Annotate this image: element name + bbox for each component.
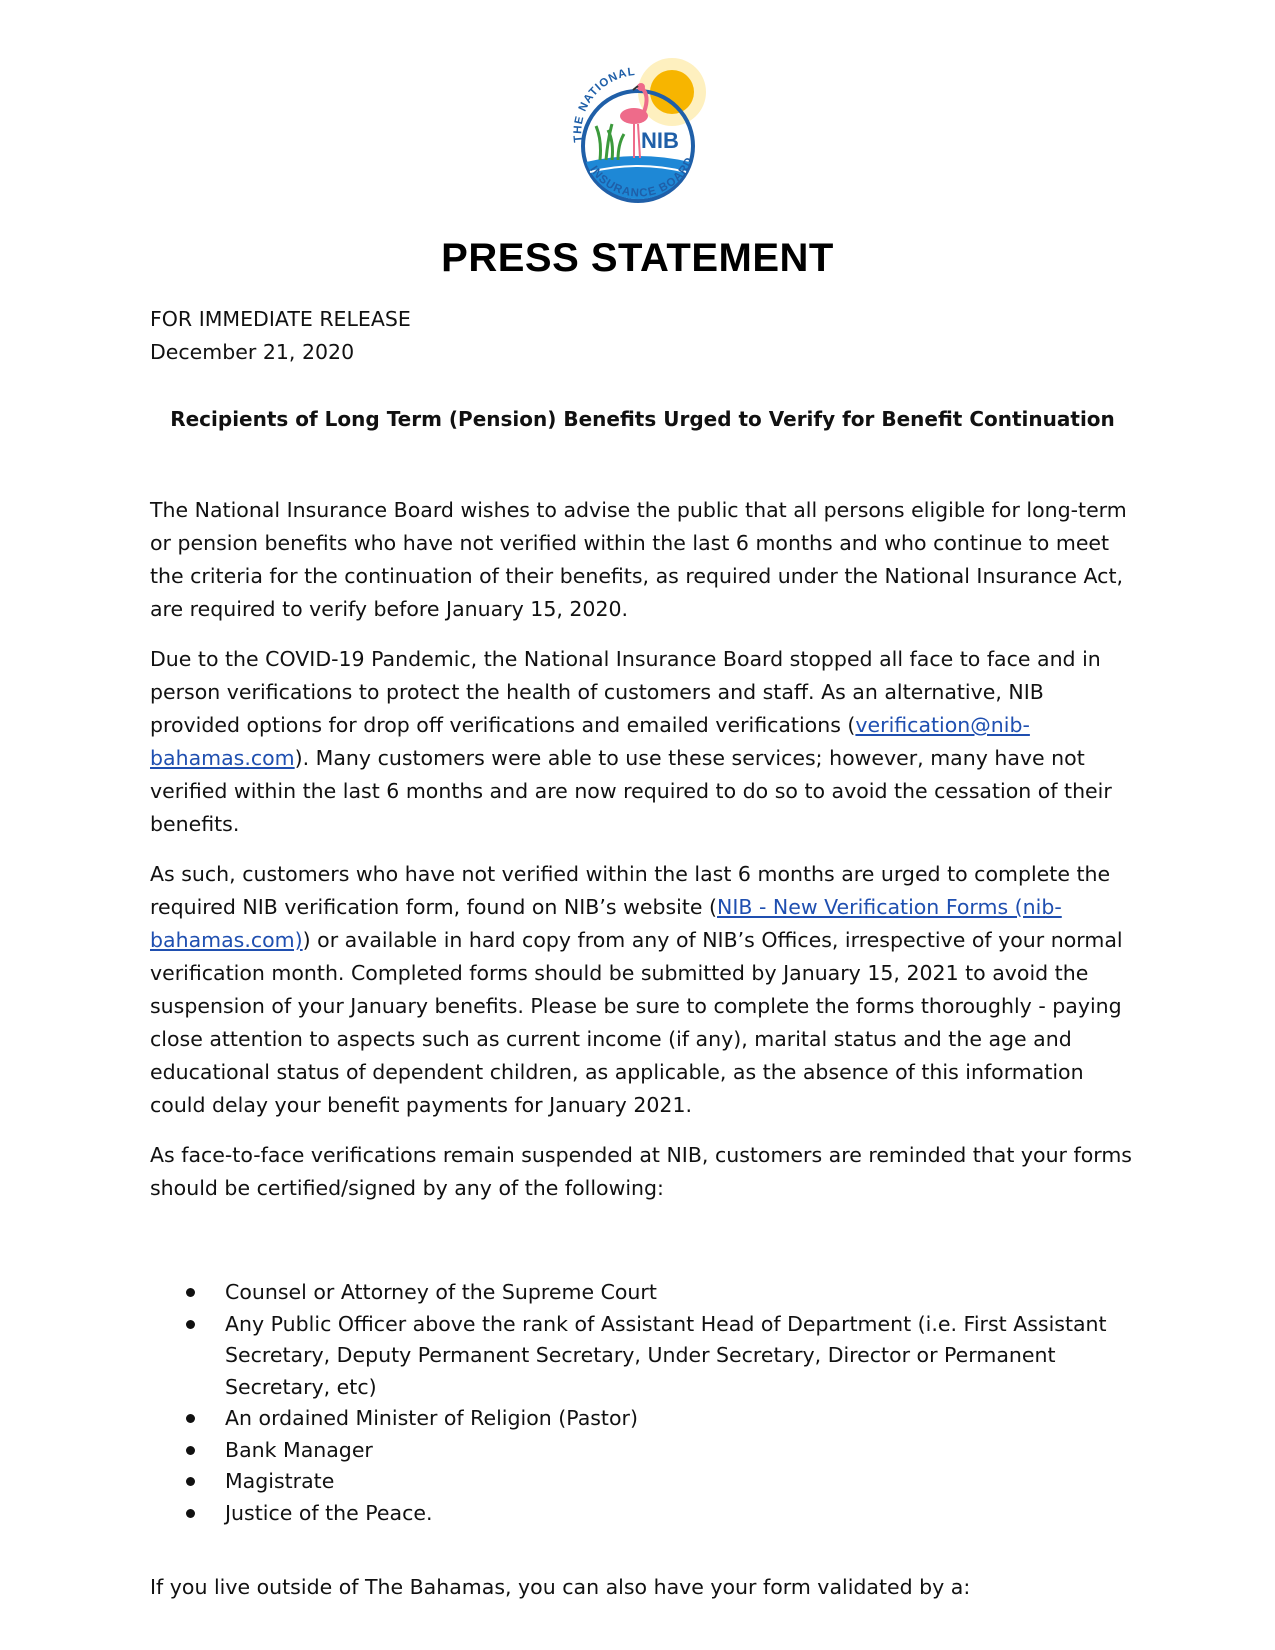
paragraph-1: The National Insurance Board wishes to advise the public that all persons eligible for long-term or pension benefits who have not verified within the last 6 months and who continue to meet the criteria for the continuation of their benefits, as required under the National Insurance Act, are required to verify before January 15, 2020. <box>150 498 1127 621</box>
bullet-icon <box>186 1477 195 1486</box>
paragraph-3 <box>150 858 1135 1122</box>
bullet-icon <box>186 1288 195 1297</box>
paragraph-2-text-after: ). Many customers were able to use these services; however, many have not verified within the last 6 months and are now required to do so to avoid the cessation of their benefits. <box>150 746 1112 836</box>
list-item <box>150 1277 1135 1309</box>
verification-email-link[interactable]: verification@nib-bahamas.com <box>150 713 1030 770</box>
bullet-icon <box>186 1320 195 1329</box>
release-date: December 21, 2020 <box>150 340 355 364</box>
paragraph-2-text-before: Due to the COVID-19 Pandemic, the National Insurance Board stopped all face to face and in person verifications to protect the health of customers and staff. As an alternative, NIB provided options for drop off verifications and emailed verifications ( <box>150 647 1101 737</box>
list-item-text: Magistrate <box>225 1469 335 1493</box>
list-item <box>150 1403 1135 1435</box>
logo-arc-top-text: THE NATIONAL <box>572 65 637 143</box>
press-body <box>150 303 1135 1621</box>
verification-forms-link[interactable]: NIB - New Verification Forms (nib-bahamas.com) <box>150 895 1062 952</box>
headline: Recipients of Long Term (Pension) Benefits Urged to Verify for Benefit Continuation <box>170 407 1115 431</box>
logo-arc-bottom-text: INSURANCE BOARD <box>587 155 697 200</box>
bullet-icon <box>186 1414 195 1423</box>
list-item <box>150 1435 1135 1467</box>
list-item-text: Counsel or Attorney of the Supreme Court <box>225 1280 657 1304</box>
bullet-icon <box>186 1446 195 1455</box>
nib-logo <box>556 50 720 214</box>
certifiers-list <box>150 1277 1135 1529</box>
logo-nib-text: NIB <box>641 128 679 153</box>
list-item-text: Justice of the Peace. <box>225 1500 433 1525</box>
list-item <box>150 1309 1135 1404</box>
paragraph-3-text-after: ) or available in hard copy from any of NIB’s Offices, irrespective of your normal verification month. Completed forms should be submitted by January 15, 2021 to avoid the suspension of your January benefits. Please be sure to complete the forms thoroughly - paying close attention to aspects such as current income (if any), marital status and the age and educational status of dependent children, as applicable, as the absence of this information could delay your benefit payments for January 2021. <box>150 928 1123 1117</box>
list-item <box>150 1498 1135 1530</box>
paragraph-2 <box>150 643 1135 841</box>
list-item-text: An ordained Minister of Religion (Pastor) <box>225 1406 638 1430</box>
list-item-text: Any Public Officer above the rank of Assistant Head of Department (i.e. First Assistant Secretary, Deputy Permanent Secretary, Under Secretary, Director or Permanent Secretary, etc) <box>225 1311 1107 1399</box>
list-item <box>150 1466 1135 1498</box>
release-label: FOR IMMEDIATE RELEASE <box>150 307 411 331</box>
closing-paragraph: If you live outside of The Bahamas, you can also have your form validated by a: <box>150 1575 971 1599</box>
bullet-icon <box>186 1509 195 1518</box>
grass-icon <box>596 124 624 160</box>
paragraph-4: As face-to-face verifications remain suspended at NIB, customers are reminded that your forms should be certified/signed by any of the following: <box>150 1143 1132 1200</box>
list-item-text: Bank Manager <box>225 1437 373 1462</box>
page-title: PRESS STATEMENT <box>441 236 834 280</box>
paragraph-3-text-before: As such, customers who have not verified within the last 6 months are urged to complete the required NIB verification form, found on NIB’s website ( <box>150 862 1111 919</box>
